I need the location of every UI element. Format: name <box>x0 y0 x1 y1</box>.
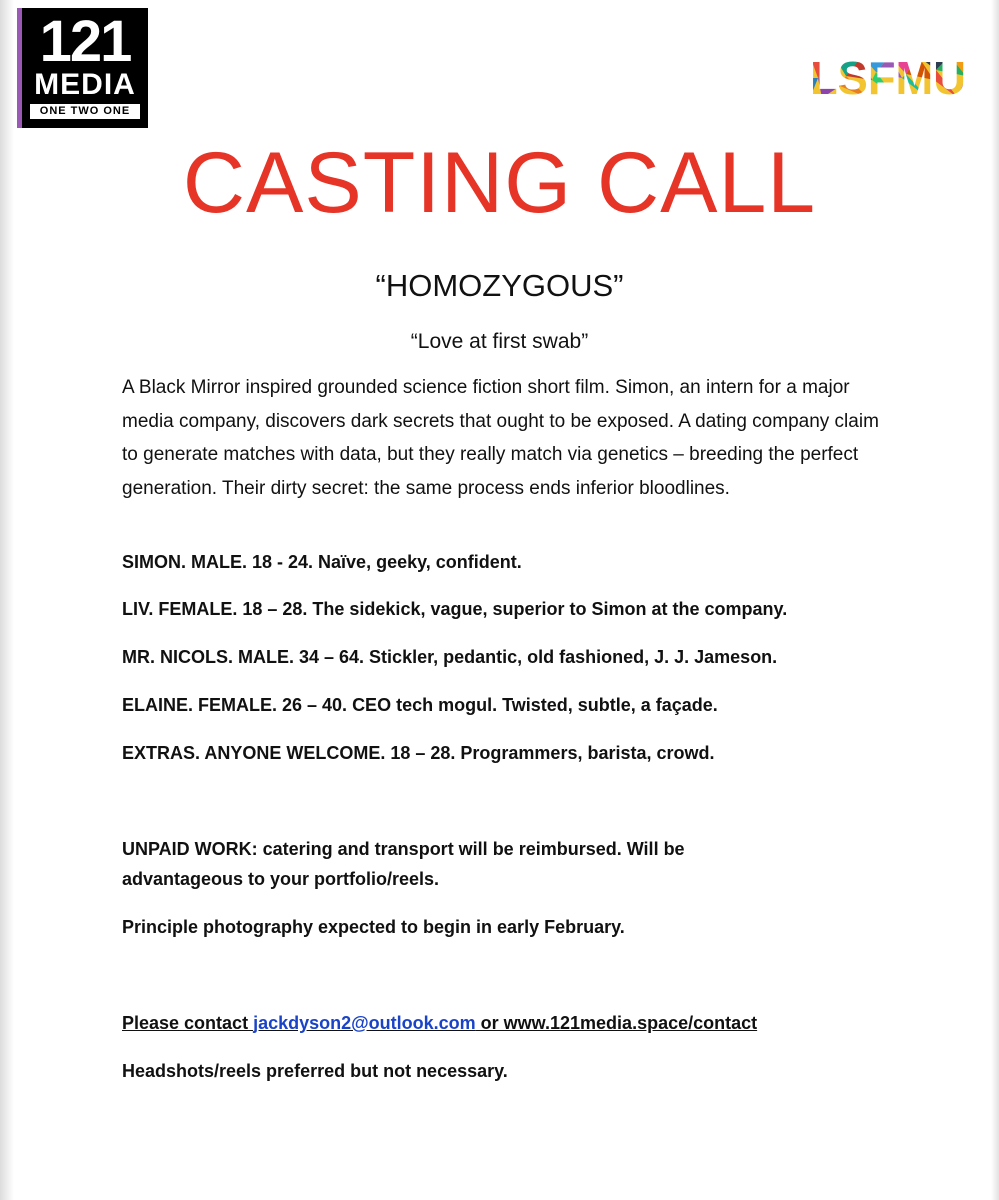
contact-website: or www.121media.space/contact <box>475 1013 758 1033</box>
unpaid-work-note: UNPAID WORK: catering and transport will be reimbursed. Will be advantageous to your portfolio/reels. <box>122 839 685 889</box>
film-tagline: “Love at first swab” <box>410 330 589 353</box>
logo-number: 121 <box>39 9 131 74</box>
photography-note: Principle photography expected to begin in early February. <box>122 917 625 937</box>
role-elaine: ELAINE. FEMALE. 26 – 40. CEO tech mogul. Twisted, subtle, a façade. <box>122 695 718 715</box>
logo-word: MEDIA <box>34 68 136 101</box>
headshots-note: Headshots/reels preferred but not necessary. <box>122 1061 508 1081</box>
role-mr-nicols: MR. NICOLS. MALE. 34 – 64. Stickler, pedantic, old fashioned, J. J. Jameson. <box>122 647 778 667</box>
contact-email-link[interactable]: jackdyson2@outlook.com <box>253 1013 476 1033</box>
logo-subtitle: ONE TWO ONE <box>30 104 140 119</box>
role-extras: EXTRAS. ANYONE WELCOME. 18 – 28. Programmers, barista, crowd. <box>122 743 715 763</box>
film-title: “HOMOZYGOUS” <box>375 268 624 303</box>
121-media-logo <box>22 8 148 128</box>
role-simon: SIMON. MALE. 18 - 24. Naïve, geeky, confident. <box>122 552 522 572</box>
lsfmu-mosaic-logo <box>810 56 966 98</box>
contact-line <box>122 1008 942 1038</box>
role-liv: LIV. FEMALE. 18 – 28. The sidekick, vague, superior to Simon at the company. <box>122 599 788 619</box>
synopsis-paragraph: A Black Mirror inspired grounded science fiction short film. Simon, an intern for a major media company, discovers dark secrets that ought to be exposed. A dating company claim to generate matches with data, but they really match via genetics – breeding the perfect generation. Their dirty secret: the same process ends inferior bloodlines. <box>122 377 879 499</box>
contact-prefix: Please contact <box>122 1013 254 1033</box>
casting-call-title: CASTING CALL <box>182 135 817 231</box>
